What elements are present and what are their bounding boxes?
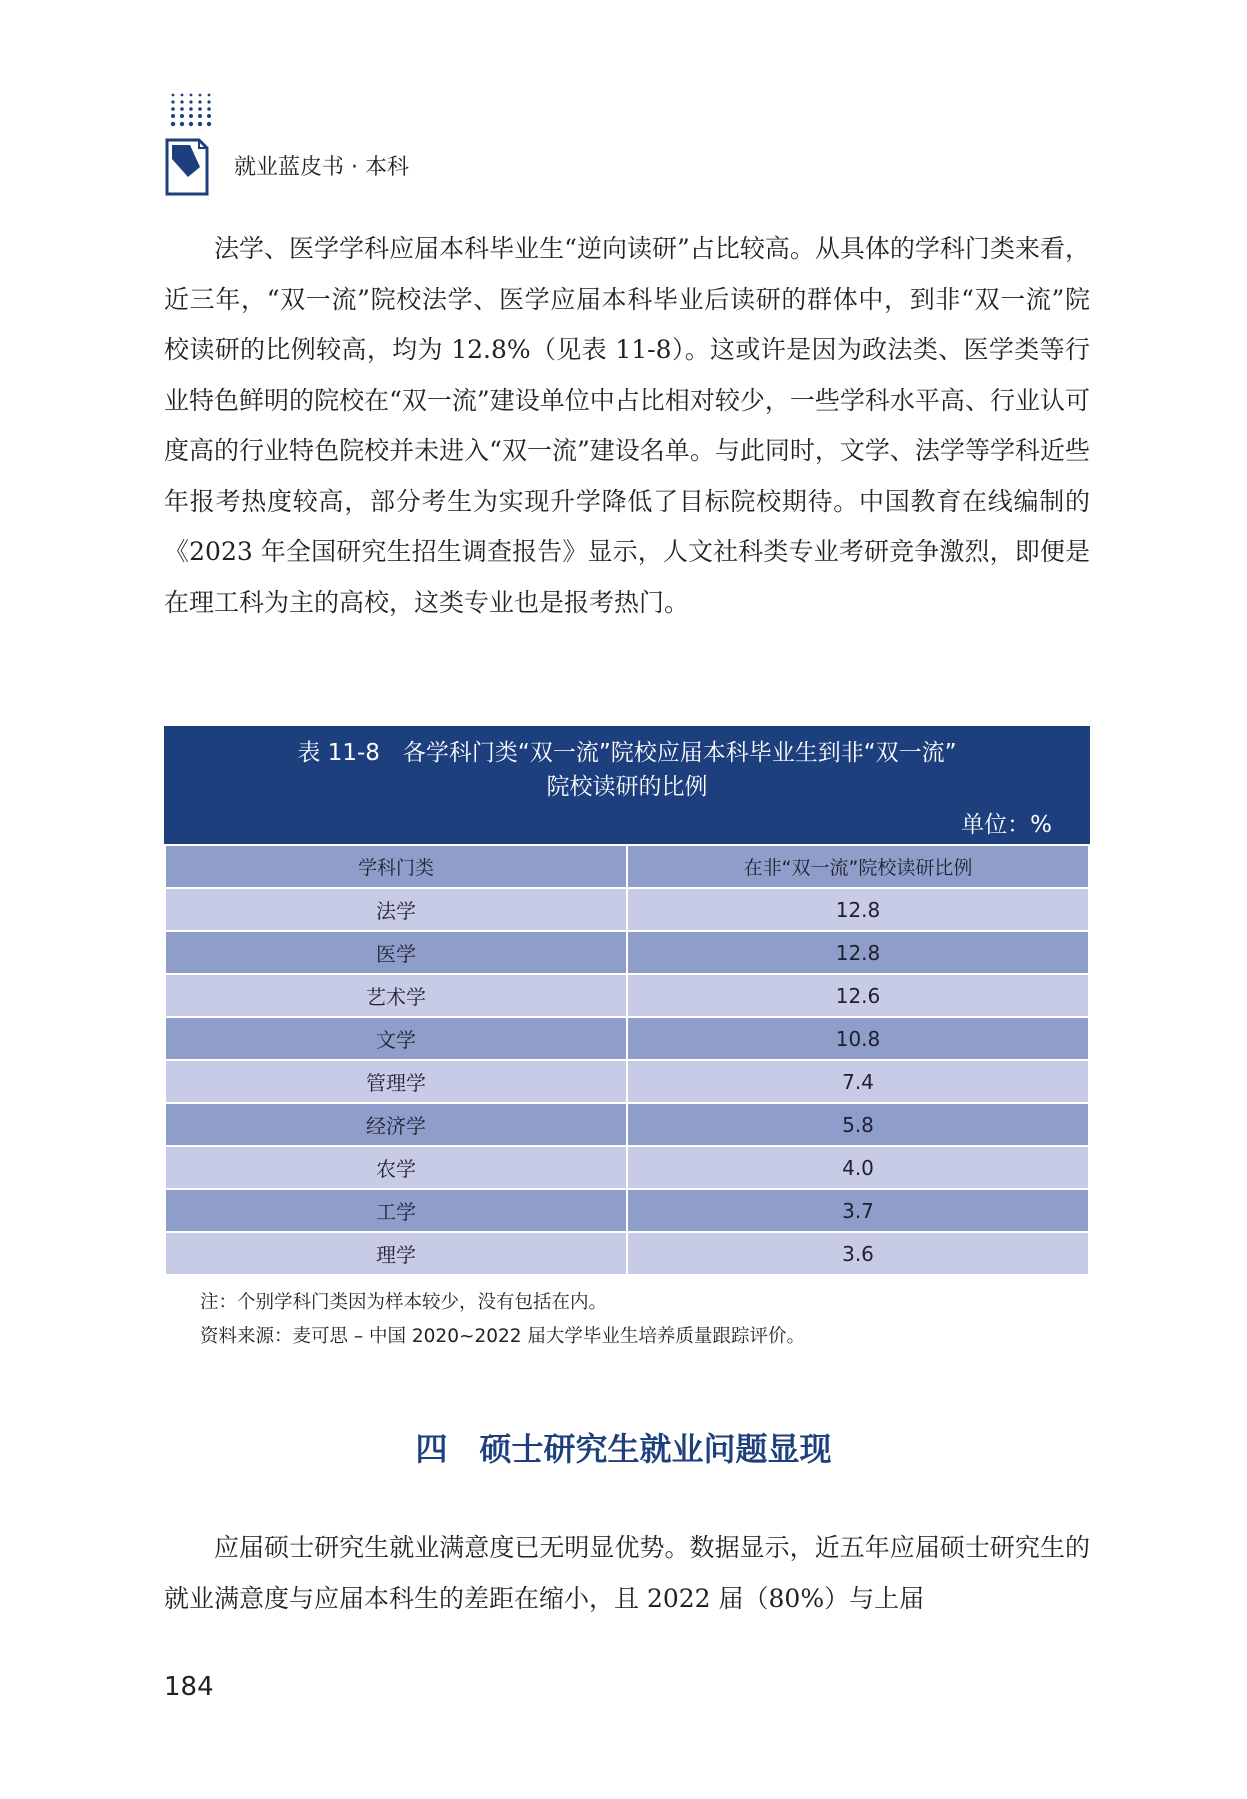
table-header-band xyxy=(164,726,1090,844)
table-note: 注：个别学科门类因为样本较少，没有包括在内。 xyxy=(200,1292,608,1313)
ratio-cell: 10.8 xyxy=(627,1017,1089,1060)
table-row xyxy=(165,931,1089,974)
subject-cell: 理学 xyxy=(165,1232,627,1275)
ratio-cell: 5.8 xyxy=(627,1103,1089,1146)
subject-cell: 农学 xyxy=(165,1146,627,1189)
body-paragraph-1: 法学、医学学科应届本科毕业生“逆向读研”占比较高。从具体的学科门类来看，近三年，“双一流”院校法学、医学应届本科毕业后读研的群体中，到非“双一流”院校读研的比例较高，均为 12.8%（见表 11-8）。这或许是因为政法类、医学类等行业特色鲜明的院校在“双一流”建设单位中占比相对较少，一些学科水平高、行业认可度高的行业特色院校并未进入“双一流”建设名单。与此同时，文学、法学等学科近些年报考热度较高，部分考生为实现升学降低了目标院校期待。中国教育在线编制的《2023 年全国研究生招生调查报告》显示，人文社科类专业考研竞争激烈，即便是在理工科为主的高校，这类专业也是报考热门。 xyxy=(164,234,1090,617)
table-row xyxy=(165,1189,1089,1232)
section-title: 硕士研究生就业问题显现 xyxy=(479,1430,832,1468)
subject-cell: 医学 xyxy=(165,931,627,974)
table-row xyxy=(165,888,1089,931)
subject-cell: 工学 xyxy=(165,1189,627,1232)
table-row xyxy=(165,1232,1089,1275)
table-header-row xyxy=(165,845,1089,888)
subject-cell: 经济学 xyxy=(165,1103,627,1146)
subject-cell: 管理学 xyxy=(165,1060,627,1103)
running-header xyxy=(164,92,464,202)
page-number: 184 xyxy=(164,1672,214,1702)
table-notes xyxy=(200,1286,805,1354)
header-title: 就业蓝皮书 · 本科 xyxy=(234,155,409,180)
ratio-cell: 3.7 xyxy=(627,1189,1089,1232)
ratio-table xyxy=(164,844,1090,1276)
section-number: 四 xyxy=(415,1430,448,1468)
ratio-cell: 12.6 xyxy=(627,974,1089,1017)
table-row xyxy=(165,974,1089,1017)
table-title xyxy=(164,736,1090,804)
table-source: 资料来源：麦可思 – 中国 2020~2022 届大学毕业生培养质量跟踪评价。 xyxy=(200,1326,805,1347)
table-row xyxy=(165,1017,1089,1060)
column-header-ratio: 在非“双一流”院校读研比例 xyxy=(627,845,1089,888)
column-header-subject: 学科门类 xyxy=(165,845,627,888)
table-row xyxy=(165,1060,1089,1103)
ratio-cell: 3.6 xyxy=(627,1232,1089,1275)
body-paragraph-2: 应届硕士研究生就业满意度已无明显优势。数据显示，近五年应届硕士研究生的就业满意度与应届本科生的差距在缩小，且 2022 届（80%）与上届 xyxy=(164,1533,1090,1613)
table-row xyxy=(165,1103,1089,1146)
ratio-cell: 4.0 xyxy=(627,1146,1089,1189)
ratio-cell: 12.8 xyxy=(627,931,1089,974)
table-row xyxy=(165,1146,1089,1189)
data-table xyxy=(164,726,1090,1276)
dot-pattern-icon xyxy=(169,92,215,132)
table-unit: 单位：% xyxy=(961,812,1052,838)
table-title-line-2: 院校读研的比例 xyxy=(546,774,708,800)
book-logo-icon xyxy=(164,137,210,197)
subject-cell: 文学 xyxy=(165,1017,627,1060)
section-heading xyxy=(0,1424,1247,1470)
subject-cell: 艺术学 xyxy=(165,974,627,1017)
subject-cell: 法学 xyxy=(165,888,627,931)
table-title-line-1: 表 11-8 各学科门类“双一流”院校应届本科毕业生到非“双一流” xyxy=(297,740,957,766)
ratio-cell: 12.8 xyxy=(627,888,1089,931)
ratio-cell: 7.4 xyxy=(627,1060,1089,1103)
